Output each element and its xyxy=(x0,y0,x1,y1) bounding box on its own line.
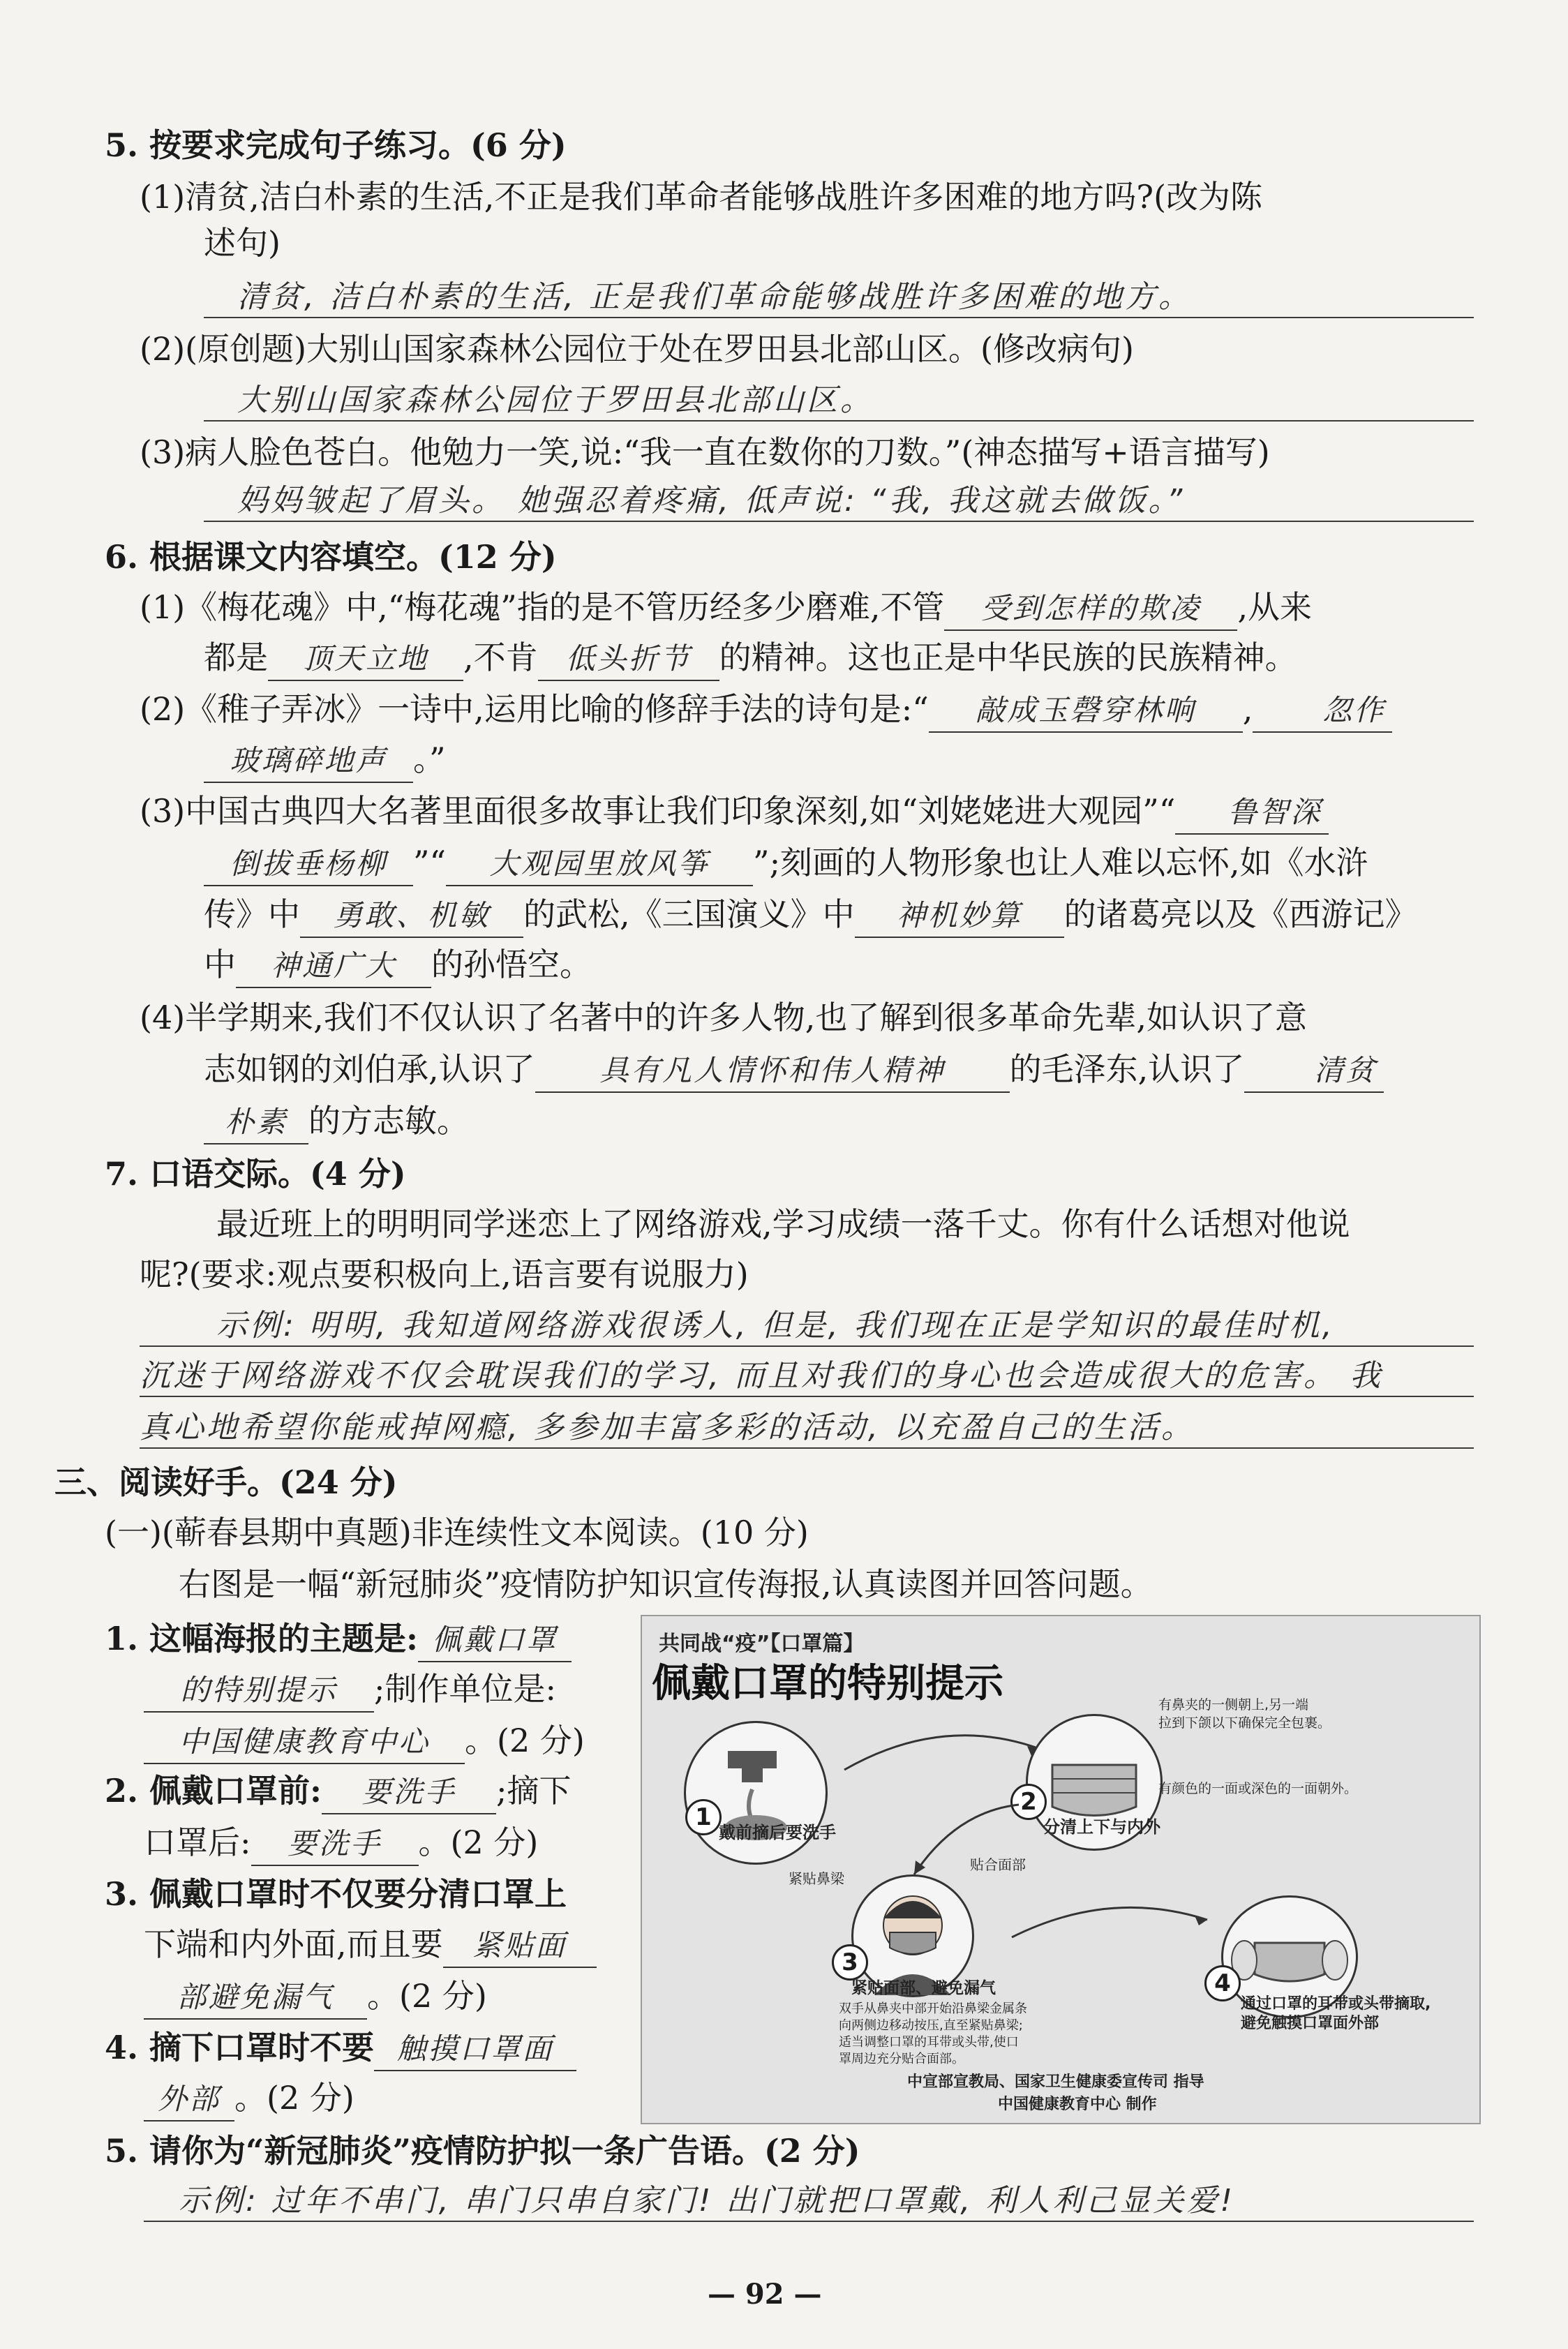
step1-label: 戴前摘后要洗手 xyxy=(719,1823,836,1842)
step3-detail-2: 向两侧边移动按压,直至紧贴鼻梁; xyxy=(839,2018,1023,2033)
answer-line xyxy=(204,420,1474,422)
answer-line xyxy=(204,521,1474,522)
blank-answer: 要洗手 xyxy=(251,1823,419,1866)
section3-subtitle: (一)(蕲春县期中真题)非连续性文本阅读。(10 分) xyxy=(105,1514,809,1551)
step3-detail-1: 双手从鼻夹中部开始沿鼻梁金属条 xyxy=(839,2001,1027,2016)
step3-detail-4: 罩周边充分贴合面部。 xyxy=(839,2052,964,2066)
step-number: 2 xyxy=(1010,1784,1047,1820)
q6-p4-line2: 志如钢的刘伯承,认识了 具有凡人情怀和伟人精神 的毛泽东,认识了 清贫 xyxy=(204,1048,1384,1093)
q7-answer-line2: 沉迷于网络游戏不仅会耽误我们的学习, 而且对我们的身心也会造成很大的危害。 我 xyxy=(140,1358,1383,1394)
q6-p2-line1: (2)《稚子弄冰》一诗中,运用比喻的修辞手法的诗句是:“ 敲成玉磬穿林响 , 忽作 xyxy=(140,688,1392,733)
blank-answer: 低头折节 xyxy=(538,638,719,681)
answer-line xyxy=(144,2221,1474,2222)
note-top-2: 拉到下颌以下确保完全包裹。 xyxy=(1158,1715,1331,1731)
q5-s3-question: (3)病人脸色苍白。他勉力一笑,说:“我一直在数你的刀数。”(神态描写+语言描写) xyxy=(140,433,1270,471)
section3-title: 三、阅读好手。(24 分) xyxy=(54,1463,398,1501)
q6-p4-line1: (4)半学期来,我们不仅认识了名著中的许多人物,也了解到很多革命先辈,如认识了意 xyxy=(140,999,1308,1036)
step4-label-2: 避免触摸口罩面外部 xyxy=(1241,2015,1380,2032)
answer-line xyxy=(140,1345,1474,1347)
arrow-icon xyxy=(837,1721,1047,1777)
answer-line xyxy=(204,317,1474,318)
blank-answer: 敲成玉磬穿林响 xyxy=(929,689,1243,733)
step2-label: 分清上下与内外 xyxy=(1043,1817,1160,1837)
blank-answer: 部避免漏气 xyxy=(144,1976,367,2020)
q6-p3-line4: 中 神通广大 的孙悟空。 xyxy=(204,944,592,988)
blank-answer: 受到怎样的欺凌 xyxy=(944,588,1237,631)
q6-p1-line1: (1)《梅花魂》中,“梅花魂”指的是不管历经多少磨难,不管 受到怎样的欺凌 ,从来 xyxy=(140,586,1312,631)
blank-answer: 清贫 xyxy=(1244,1050,1384,1093)
step3-label: 紧贴面部、避免漏气 xyxy=(851,1979,996,1997)
poster-footer-1: 中宣部宣教局、国家卫生健康委宣传司 指导 xyxy=(907,2073,1204,2091)
q5-s1-line2: 述句) xyxy=(204,224,281,262)
q6-p1-line2: 都是 顶天立地 ,不肯 低头折节 的精神。这也正是中华民族的民族精神。 xyxy=(204,636,1297,681)
r-q4-line1: 4. 摘下口罩时不要 触摸口罩面 xyxy=(105,2027,576,2071)
q5-s1-line1: (1)清贫,洁白朴素的生活,不正是我们革命者能够战胜许多困难的地方吗?(改为陈 xyxy=(140,178,1263,216)
blank-answer: 顶天立地 xyxy=(268,638,463,681)
r-q1-line1: 1. 这幅海报的主题是: 佩戴口罩 xyxy=(105,1618,572,1662)
q6-p3-line2: 倒拔垂杨柳 ”“ 大观园里放风筝 ”;刻画的人物形象也让人难以忘怀,如《水浒 xyxy=(204,842,1368,886)
q7-prompt-line2: 呢?(要求:观点要积极向上,语言要有说服力) xyxy=(140,1255,749,1293)
r-q3-line1: 3. 佩戴口罩时不仅要分清口罩上 xyxy=(105,1875,567,1913)
blank-answer: 具有凡人情怀和伟人精神 xyxy=(535,1050,1010,1093)
q5-s3-answer: 妈妈皱起了眉头。 她强忍着疼痛, 低声说: “我, 我这就去做饭。” xyxy=(237,483,1186,519)
blank-answer: 的特别提示 xyxy=(144,1669,374,1713)
r-q4-line2: 外部 。(2 分) xyxy=(144,2077,354,2121)
r-q2-line1: 2. 佩戴口罩前: 要洗手 ;摘下 xyxy=(105,1770,572,1814)
label-face: 贴合面部 xyxy=(970,1856,1026,1873)
step-number: 1 xyxy=(685,1799,722,1835)
r-q5-answer: 示例: 过年不串门, 串门只串自家门! 出门就把口罩戴, 利人利己显关爱! xyxy=(179,2183,1236,2218)
r-q3-line3: 部避免漏气 。(2 分) xyxy=(144,1975,487,2020)
q5-title: 5. 按要求完成句子练习。(6 分) xyxy=(105,126,567,164)
q5-s1-answer: 清贫, 洁白朴素的生活, 正是我们革命能够战胜许多困难的地方。 xyxy=(237,279,1192,315)
q6-title: 6. 根据课文内容填空。(12 分) xyxy=(105,538,557,576)
blank-answer: 神通广大 xyxy=(236,945,431,988)
r-q2-line2: 口罩后: 要洗手 。(2 分) xyxy=(144,1821,538,1866)
blank-answer: 神机妙算 xyxy=(855,895,1064,938)
blank-answer: 大观园里放风筝 xyxy=(446,843,753,886)
note-color: 有颜色的一面或深色的一面朝外。 xyxy=(1158,1781,1358,1796)
handwash-illustration xyxy=(684,1721,828,1865)
r-q3-line2: 下端和内外面,而且要 紧贴面 xyxy=(144,1923,597,1968)
note-top-1: 有鼻夹的一侧朝上,另一端 xyxy=(1158,1697,1309,1713)
q7-prompt-line1: 最近班上的明明同学迷恋上了网络游戏,学习成绩一落千丈。你有什么话想对他说 xyxy=(216,1205,1350,1243)
blank-answer: 中国健康教育中心 xyxy=(144,1721,465,1764)
blank-answer: 朴素 xyxy=(204,1101,308,1144)
r-q1-line2: 的特别提示 ;制作单位是: xyxy=(144,1668,556,1713)
epidemic-poster xyxy=(641,1615,1481,2124)
r-q5-question: 5. 请你为“新冠肺炎”疫情防护拟一条广告语。(2 分) xyxy=(105,2132,860,2170)
section3-intro: 右图是一幅“新冠肺炎”疫情防护知识宣传海报,认真读图并回答问题。 xyxy=(179,1565,1153,1603)
step4-label-1: 通过口罩的耳带或头带摘取, xyxy=(1241,1995,1431,2013)
label-nose: 紧贴鼻梁 xyxy=(789,1870,844,1887)
blank-answer: 佩戴口罩 xyxy=(418,1619,572,1662)
q5-s2-answer: 大别山国家森林公园位于罗田县北部山区。 xyxy=(237,382,874,418)
step-number: 3 xyxy=(832,1944,868,1981)
r-q1-line3: 中国健康教育中心 。(2 分) xyxy=(144,1720,585,1764)
q6-p4-line3: 朴素 的方志敏。 xyxy=(204,1100,469,1144)
step3-detail-3: 适当调整口罩的耳带或头带,使口 xyxy=(839,2035,1019,2050)
q6-p3-line1: (3)中国古典四大名著里面很多故事让我们印象深刻,如“刘姥姥进大观园”“ 鲁智深 xyxy=(140,790,1329,835)
q6-p2-line2: 玻璃碎地声 。” xyxy=(204,738,446,783)
q5-s2-question: (2)(原创题)大别山国家森林公园位于处在罗田县北部山区。(修改病句) xyxy=(140,330,1134,368)
q7-answer-line3: 真心地希望你能戒掉网瘾, 多参加丰富多彩的活动, 以充盈自己的生活。 xyxy=(140,1410,1195,1445)
q7-title: 7. 口语交际。(4 分) xyxy=(105,1155,406,1193)
q6-p3-line3: 传》中 勇敢、机敏 的武松,《三国演义》中 神机妙算 的诸葛亮以及《西游记》 xyxy=(204,893,1417,938)
blank-answer: 触摸口罩面 xyxy=(374,2028,576,2071)
blank-answer: 忽作 xyxy=(1253,689,1392,733)
poster-footer-2: 中国健康教育中心 制作 xyxy=(998,2096,1157,2113)
q7-answer-line1: 示例: 明明, 我知道网络游戏很诱人, 但是, 我们现在正是学知识的最佳时机, xyxy=(216,1308,1335,1343)
blank-answer: 外部 xyxy=(144,2078,234,2121)
blank-answer: 紧贴面 xyxy=(443,1925,597,1968)
page-number: — 92 — xyxy=(708,2278,822,2311)
poster-tag: 共同战“疫”【口罩篇】 xyxy=(659,1632,865,1656)
blank-answer: 玻璃碎地声 xyxy=(204,740,413,783)
answer-line xyxy=(140,1447,1474,1449)
step-number: 4 xyxy=(1204,1965,1241,2001)
poster-title: 佩戴口罩的特别提示 xyxy=(652,1661,1003,1706)
blank-answer: 勇敢、机敏 xyxy=(300,895,523,938)
arrow-icon xyxy=(1005,1895,1214,1951)
blank-answer: 倒拔垂杨柳 xyxy=(204,843,413,886)
blank-answer: 要洗手 xyxy=(322,1771,496,1814)
answer-line xyxy=(140,1396,1474,1397)
blank-answer: 鲁智深 xyxy=(1175,791,1329,835)
